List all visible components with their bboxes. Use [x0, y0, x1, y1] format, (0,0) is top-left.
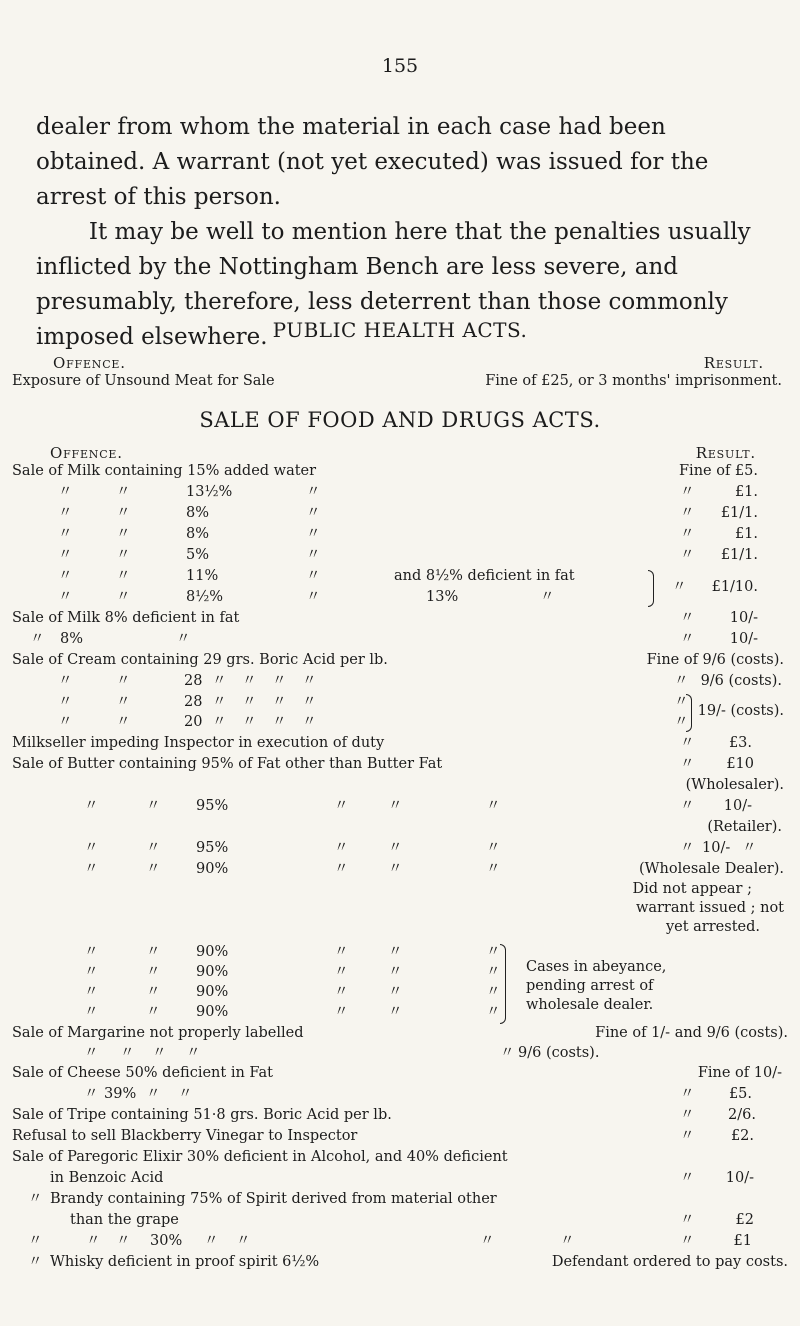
- result-text: £3.: [728, 735, 752, 751]
- butter-percent: 90%: [196, 944, 229, 960]
- ditto-mark: 〃: [306, 484, 321, 500]
- ditto-mark: 〃: [306, 568, 321, 584]
- ditto-mark: 〃: [242, 714, 257, 730]
- butter-percent: 90%: [196, 984, 229, 1000]
- ditto-mark: 〃: [116, 526, 131, 542]
- milk-percent: 11%: [186, 568, 219, 584]
- ditto-mark: 〃: [306, 526, 321, 542]
- result-text: £1: [733, 1233, 752, 1249]
- ditto-mark: 〃: [28, 1191, 43, 1207]
- ditto-mark: 〃: [58, 526, 73, 542]
- ditto-mark: 〃: [674, 694, 689, 710]
- offence-text: Sale of Milk containing 15% added water: [12, 463, 317, 479]
- ditto-mark: 〃: [58, 673, 73, 689]
- ditto-mark: 〃: [388, 861, 403, 877]
- ditto-mark: 〃: [680, 1107, 695, 1123]
- ditto-mark: 〃: [334, 840, 349, 856]
- ditto-mark: 〃: [306, 505, 321, 521]
- ditto-mark: 〃: [146, 964, 161, 980]
- cream-grains: 20: [184, 714, 203, 730]
- ditto-mark: 〃: [672, 579, 687, 595]
- ditto-mark: 〃: [120, 1045, 135, 1061]
- offence-text: Brandy containing 75% of Spirit derived from material other: [50, 1191, 497, 1207]
- ditto-mark: 〃: [486, 964, 501, 980]
- result-text: 2/6.: [728, 1107, 756, 1123]
- ditto-mark: 〃: [306, 589, 321, 605]
- ditto-mark: 〃: [186, 1045, 201, 1061]
- ditto-mark: 〃: [486, 1004, 501, 1020]
- ditto-mark: 〃: [388, 964, 403, 980]
- result-text: 19/- (costs).: [697, 703, 784, 719]
- ditto-mark: 〃: [388, 984, 403, 1000]
- ditto-mark: 〃: [272, 694, 287, 710]
- ditto-mark: 〃: [680, 631, 695, 647]
- ditto-mark: 〃: [84, 944, 99, 960]
- ditto-mark: 〃: [58, 505, 73, 521]
- ditto-mark: 〃: [302, 714, 317, 730]
- brace: [648, 570, 654, 607]
- result-text: Fine of 10/-: [697, 1065, 782, 1081]
- offence-text: Whisky deficient in proof spirit 6½%: [50, 1254, 320, 1270]
- ditto-mark: 〃: [84, 1086, 99, 1102]
- result-text: yet arrested.: [665, 919, 760, 935]
- result-text: £1/1.: [720, 547, 758, 563]
- ditto-mark: 〃: [334, 944, 349, 960]
- fat-note: 13%: [426, 589, 459, 605]
- ditto-mark: 〃: [680, 756, 695, 772]
- ditto-mark: 〃: [500, 1045, 515, 1061]
- ditto-mark: 〃: [680, 1128, 695, 1144]
- ditto-mark: 〃: [28, 1233, 43, 1249]
- ditto-mark: 〃: [272, 673, 287, 689]
- milk-percent: 5%: [186, 547, 210, 563]
- result-text: Fine of £5.: [679, 463, 758, 479]
- butter-percent: 95%: [196, 798, 229, 814]
- ditto-mark: 〃: [486, 984, 501, 1000]
- ditto-mark: 〃: [116, 547, 131, 563]
- result-text: 9/6 (costs).: [700, 673, 782, 689]
- ditto-mark: 〃: [272, 714, 287, 730]
- result-column-header: Result.: [695, 444, 756, 462]
- ditto-mark: 〃: [84, 964, 99, 980]
- result-text: (Retailer).: [707, 819, 782, 835]
- ditto-mark: 〃: [486, 861, 501, 877]
- offence-text: Sale of Tripe containing 51·8 grs. Boric Acid per lb.: [12, 1107, 392, 1123]
- ditto-mark: 〃: [116, 505, 131, 521]
- cheese-percent: 39%: [104, 1086, 137, 1102]
- ditto-mark: 〃: [486, 840, 501, 856]
- milk-percent: 8%: [186, 505, 210, 521]
- ditto-mark: 〃: [388, 944, 403, 960]
- ditto-mark: 〃: [674, 714, 689, 730]
- ditto-mark: 〃: [560, 1233, 575, 1249]
- ditto-mark: 〃: [680, 610, 695, 626]
- ditto-mark: 〃: [674, 673, 689, 689]
- ditto-mark: 〃: [212, 673, 227, 689]
- ditto-mark: 〃: [146, 840, 161, 856]
- result-text: 10/-: [729, 610, 758, 626]
- section-heading-food-drugs: SALE OF FOOD AND DRUGS ACTS.: [199, 408, 601, 432]
- offence-column-header: Offence.: [50, 444, 123, 462]
- ditto-mark: 〃: [116, 589, 131, 605]
- ditto-mark: 〃: [236, 1233, 251, 1249]
- result-text: 9/6 (costs).: [518, 1045, 600, 1061]
- ditto-mark: 〃: [146, 944, 161, 960]
- result-text: Defendant ordered to pay costs.: [551, 1254, 788, 1270]
- ditto-mark: 〃: [680, 547, 695, 563]
- page-number: 155: [381, 55, 419, 77]
- ditto-mark: 〃: [486, 944, 501, 960]
- offence-text: Milkseller impeding Inspector in execution of duty: [12, 735, 385, 751]
- ditto-mark: 〃: [680, 526, 695, 542]
- ditto-mark: 〃: [334, 984, 349, 1000]
- ditto-mark: 〃: [680, 798, 695, 814]
- offence-text: Sale of Margarine not properly labelled: [12, 1025, 304, 1041]
- ditto-mark: 〃: [742, 840, 757, 856]
- ditto-mark: 〃: [680, 1086, 695, 1102]
- ditto-mark: 〃: [146, 798, 161, 814]
- ditto-mark: 〃: [116, 1233, 131, 1249]
- ditto-mark: 〃: [86, 1233, 101, 1249]
- cream-grains: 28: [184, 694, 203, 710]
- result-text: £1/1.: [720, 505, 758, 521]
- butter-percent: 90%: [196, 1004, 229, 1020]
- ditto-mark: 〃: [116, 484, 131, 500]
- ditto-mark: 〃: [178, 1086, 193, 1102]
- cream-grains: 28: [184, 673, 203, 689]
- ditto-mark: 〃: [680, 1212, 695, 1228]
- ditto-mark: 〃: [84, 861, 99, 877]
- ditto-mark: 〃: [334, 1004, 349, 1020]
- section-heading-public-health: PUBLIC HEALTH ACTS.: [272, 318, 528, 342]
- milk-percent: 8%: [186, 526, 210, 542]
- result-text: 10/-: [729, 631, 758, 647]
- result-text: Did not appear ;: [632, 881, 752, 897]
- offence-text: Exposure of Unsound Meat for Sale: [12, 373, 275, 389]
- ditto-mark: 〃: [84, 1004, 99, 1020]
- offence-text: Sale of Butter containing 95% of Fat other than Butter Fat: [12, 756, 443, 772]
- offence-text: Sale of Paregoric Elixir 30% deficient in Alcohol, and 40% deficient: [12, 1149, 508, 1165]
- ditto-mark: 〃: [334, 964, 349, 980]
- result-text: 10/-: [723, 798, 752, 814]
- result-text: warrant issued ; not: [635, 900, 784, 916]
- brandy-percent: 30%: [150, 1233, 183, 1249]
- ditto-mark: 〃: [84, 798, 99, 814]
- ditto-mark: 〃: [480, 1233, 495, 1249]
- ditto-mark: 〃: [680, 505, 695, 521]
- result-text: £5.: [728, 1086, 752, 1102]
- result-text: (Wholesaler).: [685, 777, 784, 793]
- ditto-mark: 〃: [540, 589, 555, 605]
- offence-text: Sale of Milk 8% deficient in fat: [12, 610, 240, 626]
- abeyance-note: Cases in abeyance, pending arrest of wholesale dealer.: [526, 959, 667, 1013]
- ditto-mark: 〃: [58, 484, 73, 500]
- ditto-mark: 〃: [176, 631, 191, 647]
- ditto-mark: 〃: [116, 714, 131, 730]
- ditto-mark: 〃: [388, 840, 403, 856]
- ditto-mark: 〃: [116, 673, 131, 689]
- fat-note: and 8½% deficient in fat: [394, 568, 575, 584]
- ditto-mark: 〃: [388, 1004, 403, 1020]
- result-text: £2: [735, 1212, 754, 1228]
- result-text: £2.: [730, 1128, 754, 1144]
- ditto-mark: 〃: [302, 673, 317, 689]
- milk-percent: 13½%: [186, 484, 233, 500]
- ditto-mark: 〃: [58, 568, 73, 584]
- result-column-header: Result.: [703, 354, 764, 372]
- ditto-mark: 〃: [84, 1045, 99, 1061]
- result-text: £1.: [734, 484, 758, 500]
- offence-text: Sale of Cheese 50% deficient in Fat: [12, 1065, 273, 1081]
- result-text: £10: [726, 756, 754, 772]
- ditto-mark: 〃: [84, 984, 99, 1000]
- ditto-mark: 〃: [242, 694, 257, 710]
- result-text: (Wholesale Dealer).: [638, 861, 784, 877]
- ditto-mark: 〃: [146, 1086, 161, 1102]
- ditto-mark: 〃: [58, 694, 73, 710]
- offence-column-header: Offence.: [53, 354, 126, 372]
- result-text: Fine of 1/- and 9/6 (costs).: [595, 1025, 788, 1041]
- brace: [686, 694, 692, 732]
- offence-text: Refusal to sell Blackberry Vinegar to Inspector: [12, 1128, 358, 1144]
- ditto-mark: 〃: [146, 1004, 161, 1020]
- result-text: Fine of £25, or 3 months' imprisonment.: [485, 373, 782, 389]
- ditto-mark: 〃: [58, 589, 73, 605]
- result-text: £1.: [734, 526, 758, 542]
- ditto-mark: 〃: [242, 673, 257, 689]
- ditto-mark: 〃: [680, 840, 695, 856]
- ditto-mark: 〃: [334, 798, 349, 814]
- result-text: £1/10.: [711, 579, 758, 595]
- ditto-mark: 〃: [388, 798, 403, 814]
- offence-text: Sale of Cream containing 29 grs. Boric Acid per lb.: [12, 652, 388, 668]
- offence-text: than the grape: [70, 1212, 179, 1228]
- result-text: 10/-: [725, 1170, 754, 1186]
- milk-percent: 8½%: [186, 589, 224, 605]
- ditto-mark: 〃: [116, 568, 131, 584]
- ditto-mark: 〃: [116, 694, 131, 710]
- brace: [500, 944, 506, 1024]
- offence-text: in Benzoic Acid: [50, 1170, 164, 1186]
- ditto-mark: 〃: [146, 861, 161, 877]
- result-text: Fine of 9/6 (costs).: [646, 652, 784, 668]
- butter-percent: 90%: [196, 861, 229, 877]
- ditto-mark: 〃: [680, 1170, 695, 1186]
- butter-percent: 95%: [196, 840, 229, 856]
- ditto-mark: 〃: [680, 735, 695, 751]
- milk-percent: 8%: [60, 631, 84, 647]
- paragraph: It may be well to mention here that the penalties usually inflicted by the Nottingham Bench are less severe, and presumably, therefore, less deterrent than those commonly imposed elsewhere.: [36, 219, 751, 350]
- ditto-mark: 〃: [212, 714, 227, 730]
- ditto-mark: 〃: [486, 798, 501, 814]
- ditto-mark: 〃: [152, 1045, 167, 1061]
- ditto-mark: 〃: [84, 840, 99, 856]
- ditto-mark: 〃: [146, 984, 161, 1000]
- butter-percent: 90%: [196, 964, 229, 980]
- ditto-mark: 〃: [58, 547, 73, 563]
- ditto-mark: 〃: [58, 714, 73, 730]
- result-text: 10/-: [702, 840, 731, 856]
- ditto-mark: 〃: [212, 694, 227, 710]
- ditto-mark: 〃: [334, 861, 349, 877]
- ditto-mark: 〃: [680, 484, 695, 500]
- ditto-mark: 〃: [306, 547, 321, 563]
- ditto-mark: 〃: [28, 1254, 43, 1270]
- paragraph: dealer from whom the material in each case had been obtained. A warrant (not yet executed) was issued for the arrest of this person.: [36, 114, 709, 210]
- ditto-mark: 〃: [204, 1233, 219, 1249]
- ditto-mark: 〃: [302, 694, 317, 710]
- ditto-mark: 〃: [30, 631, 45, 647]
- ditto-mark: 〃: [680, 1233, 695, 1249]
